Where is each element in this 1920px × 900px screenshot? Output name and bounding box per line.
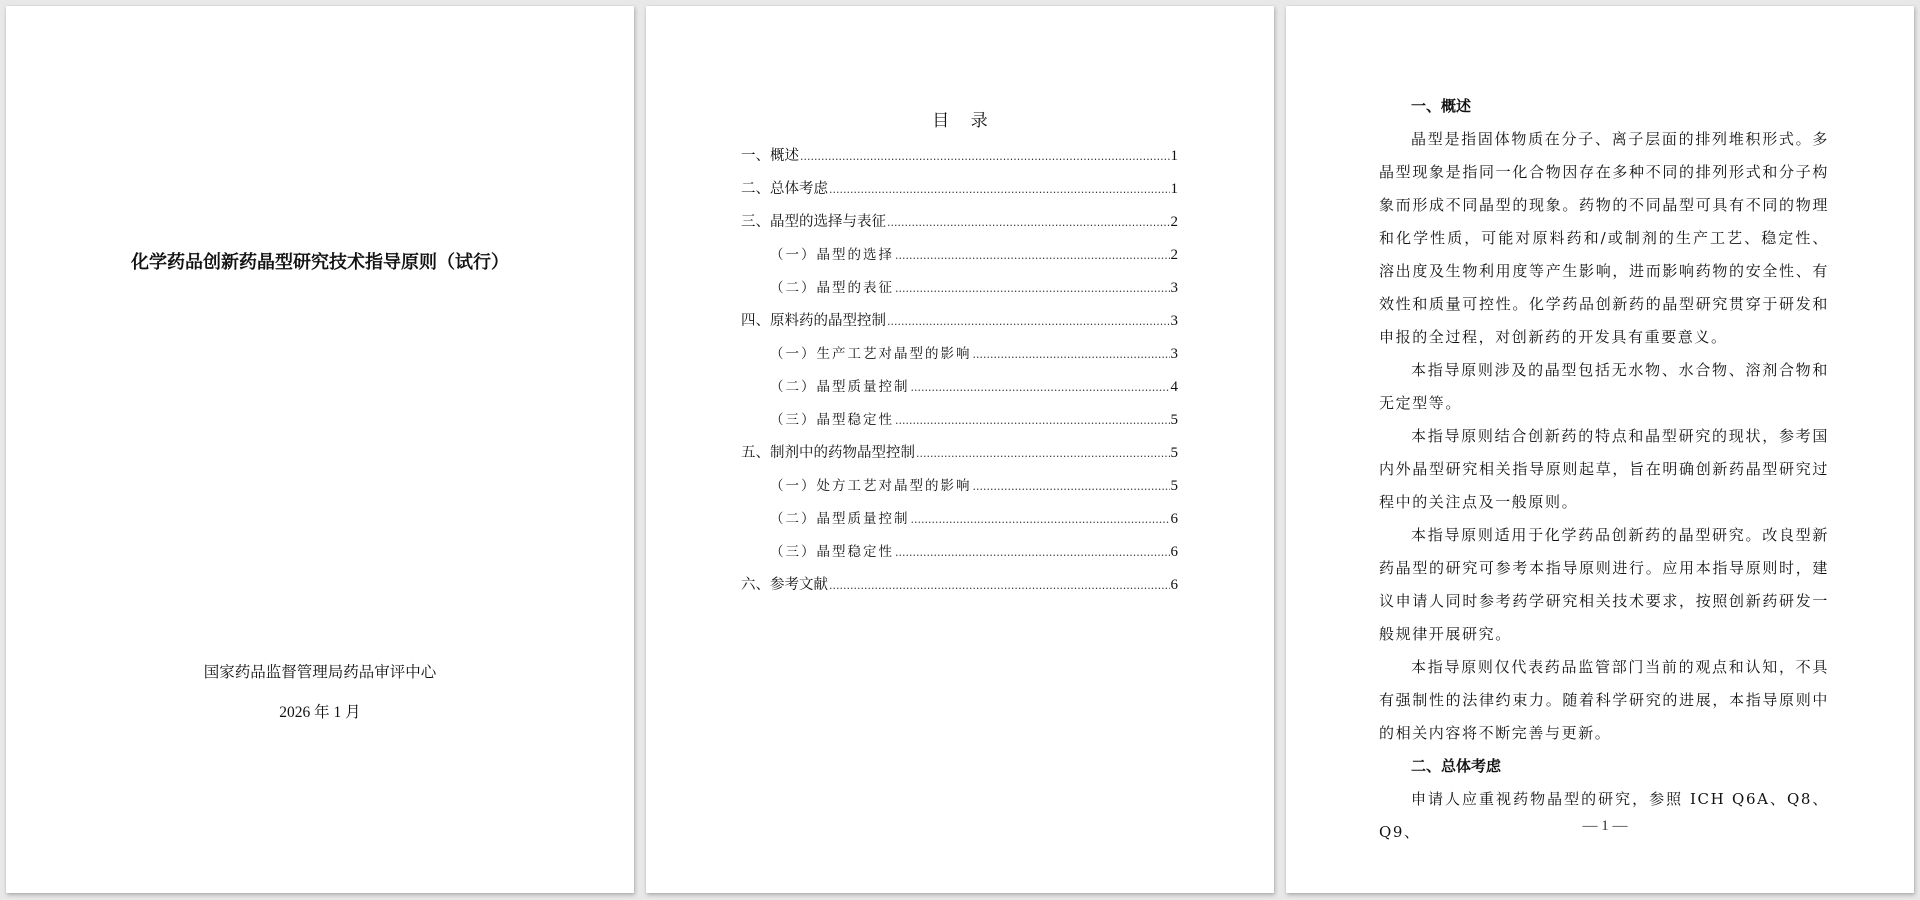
toc-subentry[interactable] — [741, 470, 1178, 503]
toc-entry-label: （一）生产工艺对晶型的影响 — [770, 346, 972, 362]
toc-entry-label: （二）晶型质量控制 — [770, 379, 910, 395]
toc-entry-label: （三）晶型稳定性 — [770, 544, 894, 560]
toc-entry[interactable] — [741, 206, 1178, 239]
toc-entry-page: 3 — [1170, 280, 1178, 296]
paragraph: 申请人应重视药物晶型的研究，参照 ICH Q6A、Q8、Q9、 — [1379, 790, 1829, 841]
issue-date: 2026 年 1 月 — [279, 704, 361, 721]
toc-entry-label: 二、总体考虑 — [741, 181, 828, 197]
toc-entry-page: 5 — [1170, 478, 1178, 494]
toc-entry-page: 6 — [1170, 544, 1178, 560]
body-content — [1379, 90, 1829, 849]
toc-entry-page: 5 — [1170, 445, 1178, 461]
dot-leader — [895, 239, 1170, 272]
dot-leader — [895, 272, 1170, 305]
dot-leader — [973, 338, 1170, 371]
issuing-organization: 国家药品监督管理局药品审评中心 — [203, 663, 437, 681]
dot-leader — [895, 536, 1170, 569]
toc-entry-page: 5 — [1170, 412, 1178, 428]
toc-entry-label: （一）处方工艺对晶型的影响 — [770, 478, 972, 494]
section-heading: 二、总体考虑 — [1411, 757, 1502, 775]
toc-entry-page: 2 — [1170, 247, 1178, 263]
cover-page — [6, 6, 634, 893]
toc-subentry[interactable] — [741, 404, 1178, 437]
toc-entry-label: 六、参考文献 — [741, 577, 828, 593]
paragraph: 本指导原则适用于化学药品创新药的晶型研究。改良型新药晶型的研究可参考本指导原则进行。应用本指导原则时，建议申请人同时参考药学研究相关技术要求，按照创新药研发一般规律开展研究。 — [1379, 526, 1829, 643]
dot-leader — [916, 437, 1170, 470]
toc-entry-page: 1 — [1170, 181, 1178, 197]
paragraph: 晶型是指固体物质在分子、离子层面的排列堆积形式。多晶型现象是指同一化合物因存在多种不同的排列形式和分子构象而形成不同晶型的现象。药物的不同晶型可具有不同的物理和化学性质，可能对原料药和/或制剂的生产工艺、稳定性、溶出度及生物利用度等产生影响，进而影响药物的安全性、有效性和质量可控性。化学药品创新药的晶型研究贯穿于研发和申报的全过程，对创新药的开发具有重要意义。 — [1379, 130, 1829, 346]
toc-subentry[interactable] — [741, 536, 1178, 569]
toc-entry-page: 2 — [1170, 214, 1178, 230]
toc-page — [646, 6, 1274, 893]
toc-title: 目 录 — [932, 111, 996, 131]
toc-entry-label: 四、原料药的晶型控制 — [741, 313, 886, 329]
page-number: — 1 — — [1582, 818, 1628, 834]
dot-leader — [911, 371, 1170, 404]
toc-entry-page: 4 — [1170, 379, 1178, 395]
toc-entry-label: （二）晶型质量控制 — [770, 511, 910, 527]
toc-entry-label: （三）晶型稳定性 — [770, 412, 894, 428]
toc-entry-label: 一、概述 — [741, 148, 799, 164]
dot-leader — [829, 569, 1170, 602]
toc-subentry[interactable] — [741, 371, 1178, 404]
toc-entry-label: （一）晶型的选择 — [770, 247, 894, 263]
paragraph: 本指导原则涉及的晶型包括无水物、水合物、溶剂合物和无定型等。 — [1379, 361, 1829, 412]
toc-entry-label: （二）晶型的表征 — [770, 280, 894, 296]
toc-entry[interactable] — [741, 569, 1178, 602]
toc-entry[interactable] — [741, 140, 1178, 173]
dot-leader — [887, 206, 1170, 239]
toc-entry[interactable] — [741, 305, 1178, 338]
body-page — [1286, 6, 1914, 893]
toc-entry-page: 3 — [1170, 346, 1178, 362]
dot-leader — [887, 305, 1170, 338]
toc-entry[interactable] — [741, 437, 1178, 470]
toc-subentry[interactable] — [741, 503, 1178, 536]
dot-leader — [829, 173, 1170, 206]
dot-leader — [973, 470, 1170, 503]
toc-list — [741, 140, 1178, 602]
toc-entry-page: 3 — [1170, 313, 1178, 329]
dot-leader — [800, 140, 1170, 173]
toc-subentry[interactable] — [741, 272, 1178, 305]
toc-entry-page: 6 — [1170, 511, 1178, 527]
toc-entry-page: 6 — [1170, 577, 1178, 593]
section-heading: 一、概述 — [1411, 97, 1472, 115]
toc-entry-page: 1 — [1170, 148, 1178, 164]
toc-entry-label: 五、制剂中的药物晶型控制 — [741, 445, 915, 461]
paragraph: 本指导原则结合创新药的特点和晶型研究的现状，参考国内外晶型研究相关指导原则起草，旨在明确创新药晶型研究过程中的关注点及一般原则。 — [1379, 427, 1829, 511]
toc-entry-label: 三、晶型的选择与表征 — [741, 214, 886, 230]
dot-leader — [895, 404, 1170, 437]
dot-leader — [911, 503, 1170, 536]
toc-subentry[interactable] — [741, 239, 1178, 272]
toc-entry[interactable] — [741, 173, 1178, 206]
document-title: 化学药品创新药晶型研究技术指导原则（试行） — [131, 252, 509, 273]
paragraph: 本指导原则仅代表药品监管部门当前的观点和认知，不具有强制性的法律约束力。随着科学研究的进展，本指导原则中的相关内容将不断完善与更新。 — [1379, 658, 1829, 742]
toc-subentry[interactable] — [741, 338, 1178, 371]
